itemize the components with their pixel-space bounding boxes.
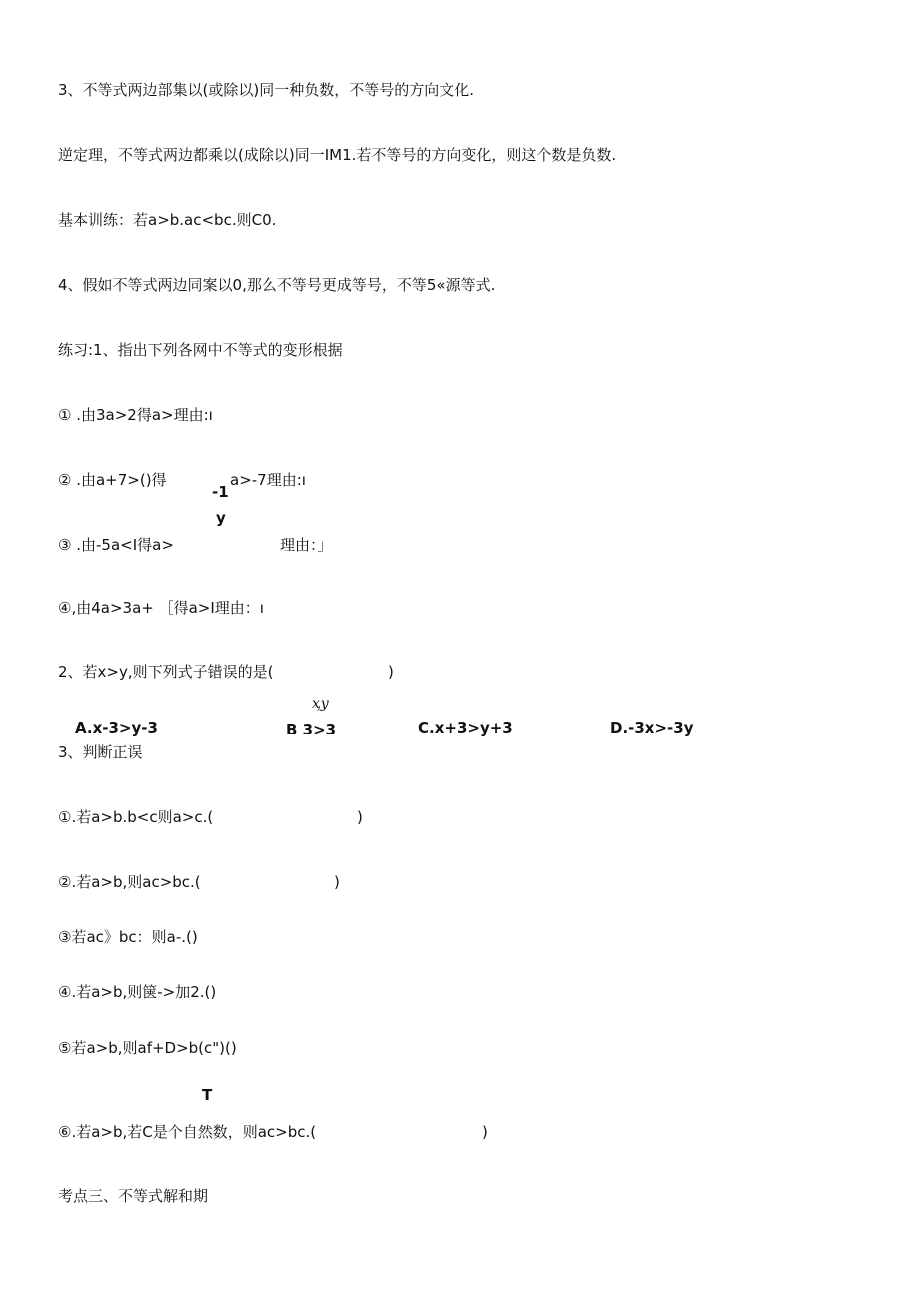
text-line-converse-theorem: 逆定理，不等式两边都乘以(成除以)同一IM1.若不等号的方向变化，则这个数是负数. [58,146,617,164]
text-line-property-4: 4、假如不等式两边同案以0,那么不等号更成等号，不等5«源等式. [58,276,496,294]
option-d: D.-3x>-3y [610,719,694,737]
exercise-item-3: ③ .由-5a<I得a> [58,536,174,554]
text-line-basic-training: 基本训练：若a>b.ac<bc.则C0. [58,211,277,229]
option-c: C.x+3>y+3 [418,719,513,737]
exercise-item-3-reason: 理由：」 [280,536,333,554]
judge-item-6-paren-close: ) [482,1123,488,1141]
option-b-top-fragment: ҳy [312,696,329,712]
judge-item-1: ①.若a>b.b<c则a>c.( [58,808,214,826]
judge-item-6-fragment: T [202,1086,213,1104]
exercise-item-4: ④,由4a>3a+ ［得a>I理由：ı [58,599,264,617]
option-b: B 3>3 [286,721,337,734]
judge-item-6: ⑥.若a>b,若C是个自然数，则ac>bc.( [58,1123,317,1141]
judge-item-5: ⑤若a>b,则af+D>b(c")() [58,1039,237,1057]
exercise-item-2-fraction-den: y [216,509,226,527]
judge-item-4: ④.若a>b,则箧->加2.() [58,983,217,1001]
exercise-item-2-result: a>-7理由:ı [230,471,306,489]
text-line-exercise-heading: 练习:1、指出下列各网中不等式的变形根据 [58,341,343,359]
judge-item-2: ②.若a>b,则ac>bc.( [58,873,201,891]
question-2-stem: 2、若x>y,则下列式子错误的是( [58,663,274,681]
question-2-paren-close: ) [388,663,394,681]
judge-item-1-paren-close: ) [357,808,363,826]
section-heading-point-3: 考点三、不等式解和期 [58,1187,209,1205]
exercise-item-2: ② .由a+7>()得 [58,471,167,489]
option-a: A.x-3>y-3 [75,719,158,737]
question-3-heading: 3、判断正误 [58,743,143,761]
exercise-item-1: ① .由3a>2得a>理由:ı [58,406,213,424]
text-line-property-3: 3、不等式两边部集以(或除以)同一种负数，不等号的方向文化. [58,81,475,99]
exercise-item-2-fraction-num: -1 [212,483,229,501]
judge-item-3: ③若ac》bc：则a-.() [58,928,198,946]
judge-item-2-paren-close: ) [334,873,340,891]
